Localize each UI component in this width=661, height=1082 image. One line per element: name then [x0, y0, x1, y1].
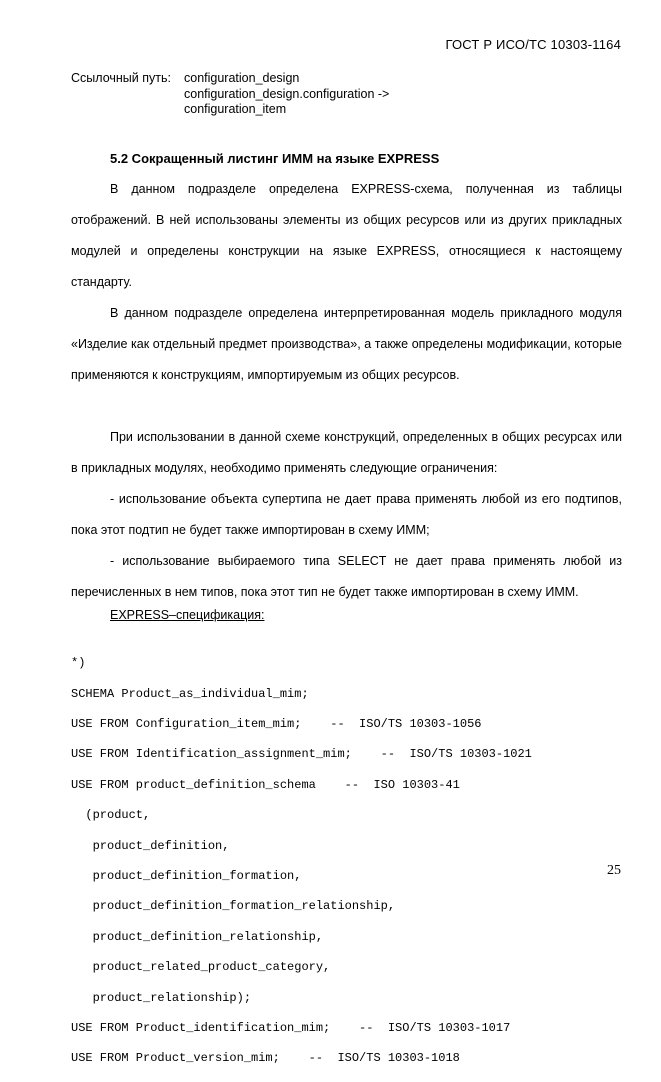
code-line: (product, [71, 808, 151, 823]
code-line: product_definition_formation_relationship, [71, 899, 396, 914]
code-line: USE FROM product_definition_schema -- ISO 10303-41 [71, 777, 460, 792]
code-line: product_definition_relationship, [71, 929, 324, 944]
reference-path-label: Ссылочный путь: [71, 71, 171, 85]
code-line: USE FROM Identification_assignment_mim; -- ISO/TS 10303-1021 [71, 747, 532, 762]
page-number: 25 [607, 863, 621, 878]
code-line: USE FROM Product_identification_mim; -- ISO/TS 10303-1017 [71, 1021, 511, 1036]
express-code-block [71, 641, 532, 1082]
code-line: USE FROM Product_version_mim; -- ISO/TS 10303-1018 [71, 1051, 460, 1066]
reference-path-line: configuration_item [184, 102, 287, 116]
express-spec-label: EXPRESS–спецификация: [110, 608, 265, 622]
paragraph-constraint-supertype: - использование объекта супертипа не дает права применять любой из его подтипов, пока этот подтип не будет также импортирован в схему ИММ; [71, 492, 622, 537]
code-line: product_definition, [71, 838, 230, 853]
paragraph-constraints: При использовании в данной схеме конструкций, определенных в общих ресурсах или в прикладных модулях, необходимо применять следующие ограничения: [71, 430, 622, 475]
code-line: SCHEMA Product_as_individual_mim; [71, 686, 309, 701]
code-line: USE FROM Configuration_item_mim; -- ISO/TS 10303-1056 [71, 717, 482, 732]
section-title: 5.2 Сокращенный листинг ИММ на языке EXPRESS [110, 151, 440, 166]
reference-path-line: configuration_design [184, 71, 300, 85]
reference-path-lines [184, 71, 389, 118]
paragraph-intro: В данном подразделе определена EXPRESS-схема, полученная из таблицы отображений. В ней использованы элементы из общих ресурсов или из других прикладных модулей и определены конструкции на языке EXPRESS, относящиеся к настоящему стандарту. [71, 182, 622, 289]
paragraph-interpreted-model: В данном подразделе определена интерпретированная модель прикладного модуля «Изделие как отдельный предмет производства», а также определены модификации, которые применяются к конструкциям, импортируемым из общих ресурсов. [71, 306, 622, 382]
reference-path-line: configuration_design.configuration -> [184, 86, 390, 101]
code-line: product_relationship); [71, 990, 252, 1005]
document-header: ГОСТ Р ИСО/ТС 10303-1164 [445, 37, 621, 52]
code-line: product_related_product_category, [71, 960, 331, 975]
paragraph-constraint-select: - использование выбираемого типа SELECT не дает права применять любой из перечисленных в нем типов, пока этот тип не будет также импортирован в схему ИММ. [71, 554, 622, 599]
code-line: product_definition_formation, [71, 869, 302, 884]
code-line: *) [71, 656, 86, 671]
